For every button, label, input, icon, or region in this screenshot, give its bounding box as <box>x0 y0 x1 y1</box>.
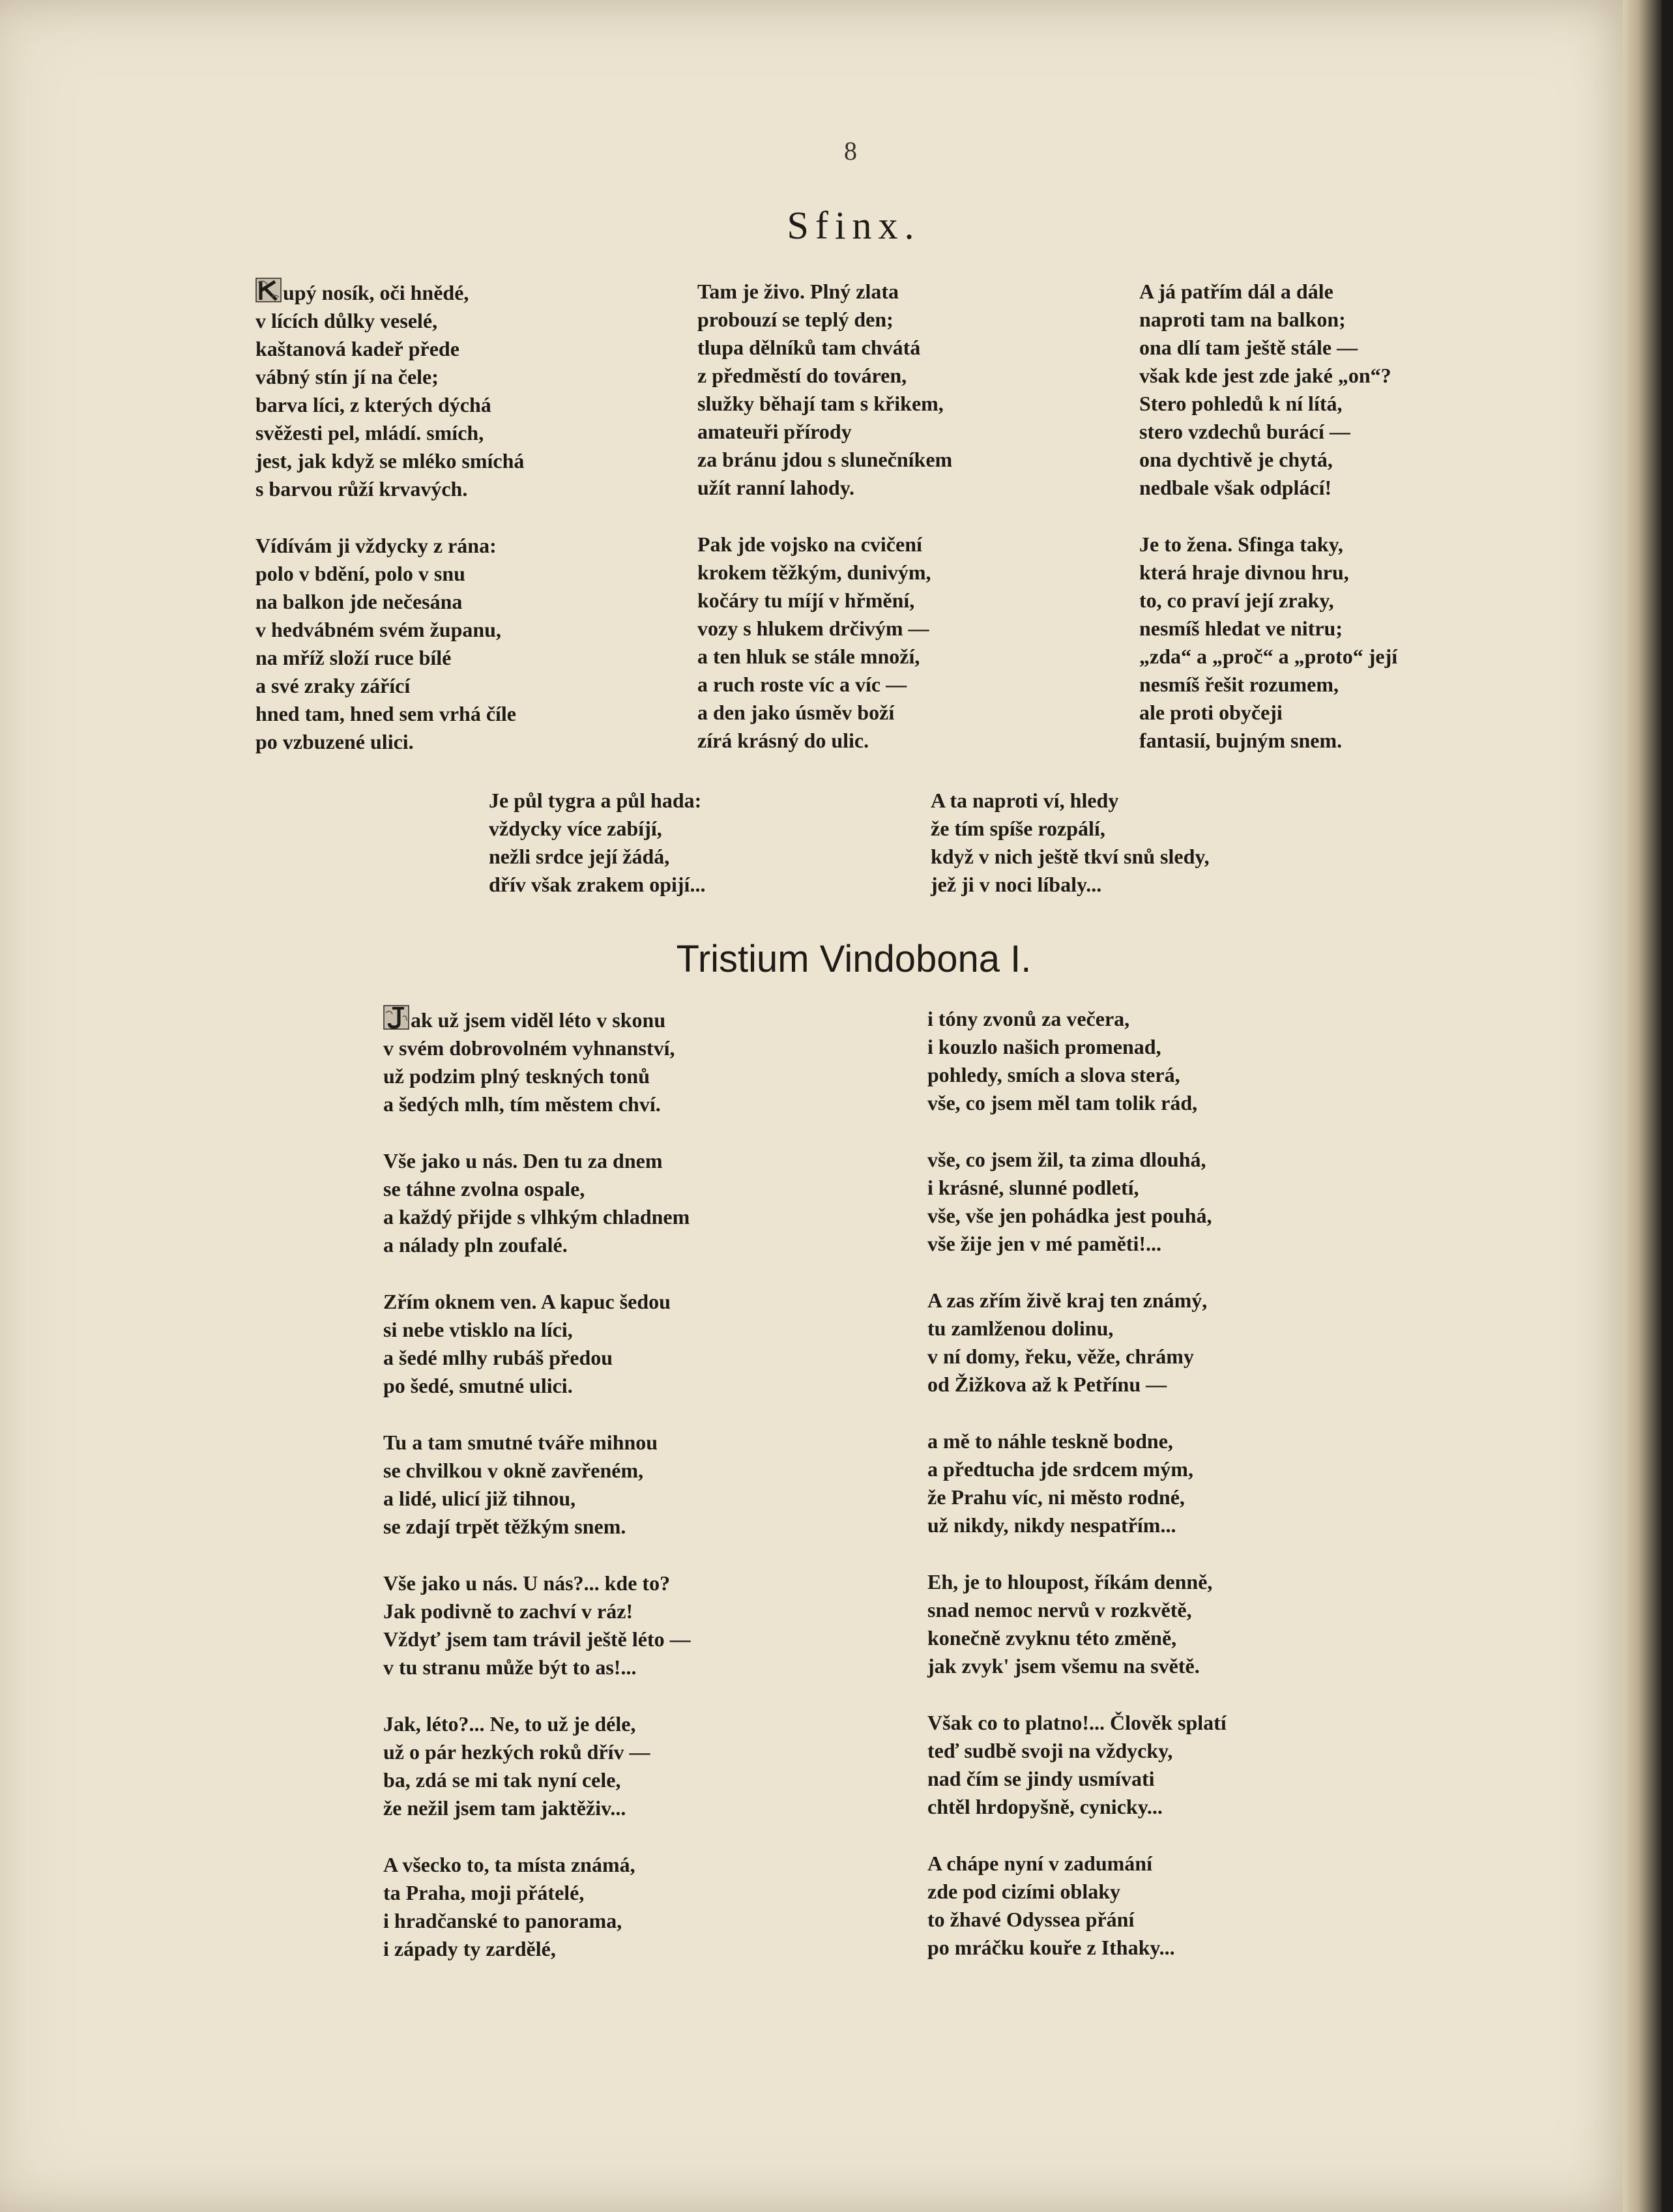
stanza <box>383 1429 691 1541</box>
stanza <box>255 278 524 503</box>
stanza <box>383 1288 691 1400</box>
tristium-column-1 <box>383 1005 691 1992</box>
verse-line: to, co praví její zraky, <box>1139 589 1334 612</box>
verse-line: Eh, je to hloupost, říkám denně, <box>927 1570 1213 1594</box>
verse-line: Tam je živo. Plný zlata <box>697 280 899 303</box>
verse-line: ona dlí tam ještě stále — <box>1139 336 1358 359</box>
verse-line: zírá krásný do ulic. <box>697 729 869 752</box>
verse-line: s barvou růží krvavých. <box>255 477 468 501</box>
verse-line: když v nich ještě tkví snů sledy, <box>931 845 1210 868</box>
verse-line: vše, vše jen pohádka jest pouhá, <box>927 1204 1212 1227</box>
stanza <box>931 787 1210 899</box>
verse-line: Je to žena. Sfinga taky, <box>1139 532 1343 556</box>
stanza <box>383 1147 691 1259</box>
poem-title-tristium: Tristium Vindobona I. <box>676 938 1032 980</box>
verse-line: v tu stranu může být to as!... <box>383 1655 637 1679</box>
verse-line: Vše jako u nás. Den tu za dnem <box>383 1149 663 1172</box>
verse-line: a ten hluk se stále množí, <box>697 645 920 668</box>
verse-line: se táhne zvolna ospale, <box>383 1177 585 1201</box>
verse-line: nad čím se jindy usmívati <box>927 1767 1155 1790</box>
verse-line: vše žije jen v mé paměti!... <box>927 1232 1161 1255</box>
drop-cap-j-icon <box>383 1005 409 1030</box>
stanza <box>927 1709 1227 1821</box>
verse-line: a den jako úsměv boží <box>697 701 895 724</box>
verse-line: i západy ty zardělé, <box>383 1937 556 1960</box>
verse-line: krokem těžkým, dunivým, <box>697 560 931 584</box>
stanza <box>255 532 524 756</box>
verse-line: fantasií, bujným snem. <box>1139 729 1343 752</box>
verse-line: už nikdy, nikdy nespatřím... <box>927 1513 1176 1537</box>
verse-line: ba, zdá se mi tak nyní cele, <box>383 1768 621 1792</box>
verse-line: že tím spíše rozpálí, <box>931 817 1105 840</box>
verse-line: Jak, léto?... Ne, to už je déle, <box>383 1712 636 1736</box>
stanza <box>383 1005 691 1118</box>
verse-line: však kde jest zde jaké „on“? <box>1139 364 1391 387</box>
verse-line: už o pár hezkých roků dřív — <box>383 1740 650 1764</box>
verse-line: jest, jak když se mléko smíchá <box>255 449 525 473</box>
verse-line: vozy s hlukem drčivým — <box>697 617 929 640</box>
stanza <box>1139 278 1397 502</box>
verse-line: „zda“ a „proč“ a „proto“ její <box>1139 645 1398 668</box>
verse-line: v svém dobrovolném vyhnanství, <box>383 1036 675 1060</box>
stanza <box>383 1851 691 1963</box>
verse-line: A já patřím dál a dále <box>1139 280 1333 303</box>
verse-line: Však co to platno!... Člověk splatí <box>927 1711 1227 1734</box>
verse-line: od Žižkova až k Petřínu — <box>927 1373 1167 1396</box>
verse-line: naproti tam na balkon; <box>1139 308 1346 331</box>
verse-line: A všecko to, ta místa známá, <box>383 1853 635 1876</box>
verse-line: vždycky více zabíjí, <box>489 817 662 840</box>
verse-line: konečně zvyknu této změně, <box>927 1626 1177 1650</box>
verse-line: ta Praha, moji přátelé, <box>383 1881 585 1904</box>
verse-line: vábný stín jí na čele; <box>255 365 439 388</box>
verse-line: nežli srdce její žádá, <box>489 845 670 868</box>
verse-line: v hedvábném svém županu, <box>255 618 501 641</box>
poem-title-sfinx: Sfinx. <box>787 204 921 247</box>
verse-line: po vzbuzené ulici. <box>255 730 414 753</box>
verse-line: si nebe vtisklo na líci, <box>383 1318 573 1341</box>
verse-line: Tu a tam smutné tváře mihnou <box>383 1431 658 1454</box>
verse-line: a lidé, ulicí již tihnou, <box>383 1487 576 1510</box>
verse-line: Vše jako u nás. U nás?... kde to? <box>383 1571 671 1595</box>
verse-line: ona dychtivě je chytá, <box>1139 448 1333 471</box>
verse-line: se zdají trpět těžkým snem. <box>383 1515 626 1538</box>
stanza <box>383 1569 691 1681</box>
verse-line: barva líci, z kterých dýchá <box>255 393 491 416</box>
verse-line: z předměstí do továren, <box>697 364 907 387</box>
verse-line: užít ranní lahody. <box>697 476 854 499</box>
page-edge-shadow <box>1623 0 1662 2212</box>
verse-line: a mě to náhle teskně bodne, <box>927 1429 1173 1453</box>
verse-line: polo v bdění, polo v snu <box>255 562 465 585</box>
verse-line: za bránu jdou s slunečníkem <box>697 448 953 471</box>
verse-line: i kouzlo našich promenad, <box>927 1035 1161 1058</box>
verse-line: upý nosík, oči hnědé, <box>255 278 524 307</box>
verse-line: i hradčanské to panorama, <box>383 1909 622 1932</box>
verse-line: nesmíš hledat ve nitru; <box>1139 617 1343 640</box>
verse-line: služky běhají tam s křikem, <box>697 392 944 415</box>
verse-line: ak už jsem viděl léto v skonu <box>383 1005 691 1034</box>
stanza <box>927 1146 1227 1258</box>
verse-line: A ta naproti ví, hledy <box>931 789 1119 812</box>
verse-line: i tóny zvonů za večera, <box>927 1007 1130 1030</box>
verse-line: vše, co jsem žil, ta zima dlouhá, <box>927 1148 1206 1171</box>
verse-line: v lících důlky veselé, <box>255 309 438 332</box>
verse-line: stero vzdechů burácí — <box>1139 420 1350 443</box>
stanza <box>1139 531 1397 755</box>
verse-line: pohledy, smích a slova sterá, <box>927 1063 1180 1086</box>
verse-line: amateuři přírody <box>697 420 852 443</box>
verse-line: to žhavé Odyssea přání <box>927 1908 1135 1931</box>
stanza <box>383 1710 691 1822</box>
stanza <box>697 278 952 502</box>
stanza <box>697 531 952 755</box>
verse-line: a ruch roste víc a víc — <box>697 673 907 696</box>
verse-line: Stero pohledů k ní lítá, <box>1139 392 1343 415</box>
tristium-column-2 <box>927 1005 1227 1990</box>
verse-line: A chápe nyní v zadumání <box>927 1852 1152 1875</box>
stanza <box>927 1005 1227 1117</box>
verse-line: zde pod cizími oblaky <box>927 1880 1121 1903</box>
sfinx-column-2 <box>697 278 952 783</box>
verse-line: a šedých mlh, tím městem chví. <box>383 1092 661 1116</box>
stanza <box>927 1568 1227 1680</box>
stanza <box>927 1427 1227 1539</box>
verse-line: Je půl tygra a půl hada: <box>489 789 702 812</box>
sfinx-column-3 <box>1139 278 1397 783</box>
page-number: 8 <box>844 136 857 166</box>
verse-line: na mříž složí ruce bílé <box>255 646 452 669</box>
verse-line: jak zvyk' jsem všemu na světě. <box>927 1654 1200 1678</box>
verse-line: a nálady pln zoufalé. <box>383 1233 568 1257</box>
verse-line: kočáry tu míjí v hřmění, <box>697 589 915 612</box>
verse-line: hned tam, hned sem vrhá číle <box>255 702 516 725</box>
verse-line: vše, co jsem měl tam tolik rád, <box>927 1091 1198 1114</box>
verse-line: Vídívám ji vždycky z rána: <box>255 534 497 557</box>
verse-line: která hraje divnou hru, <box>1139 560 1349 584</box>
verse-line: dřív však zrakem opijí... <box>489 873 706 896</box>
verse-line: po šedé, smutné ulici. <box>383 1374 573 1397</box>
verse-line: tu zamlženou dolinu, <box>927 1317 1114 1340</box>
stanza <box>927 1287 1227 1399</box>
verse-line: po mráčku kouře z Ithaky... <box>927 1936 1175 1959</box>
verse-line: snad nemoc nervů v rozkvětě, <box>927 1598 1192 1622</box>
verse-line: na balkon jde nečesána <box>255 590 463 613</box>
verse-line: teď sudbě svoji na vždycky, <box>927 1739 1173 1762</box>
verse-line: že Prahu víc, ni město rodné, <box>927 1485 1185 1509</box>
verse-line: se chvilkou v okně zavřeném, <box>383 1459 644 1482</box>
verse-line: tlupa dělníků tam chvátá <box>697 336 921 359</box>
verse-line: kaštanová kadeř přede <box>255 337 459 360</box>
verse-line: nesmíš řešit rozumem, <box>1139 673 1339 696</box>
sfinx-column-1 <box>255 278 524 785</box>
verse-line: nedbale však odplácí! <box>1139 476 1332 499</box>
verse-line: svěžesti pel, mládí. smích, <box>255 421 484 444</box>
verse-line: probouzí se teplý den; <box>697 308 894 331</box>
verse-line: Zřím oknem ven. A kapuc šedou <box>383 1290 671 1313</box>
verse-line: a předtucha jde srdcem mým, <box>927 1457 1193 1481</box>
verse-line: i krásné, slunné podletí, <box>927 1176 1139 1199</box>
verse-line: ale proti obyčeji <box>1139 701 1283 724</box>
verse-line: Vždyť jsem tam trávil ještě léto — <box>383 1627 691 1651</box>
verse-line: jež ji v noci líbaly... <box>931 873 1102 896</box>
sfinx-column-4 <box>489 787 705 927</box>
sfinx-column-5 <box>931 787 1210 927</box>
verse-line: že nežil jsem tam jaktěživ... <box>383 1796 626 1820</box>
verse-line: Jak podivně to zachví v ráz! <box>383 1599 633 1623</box>
verse-line: A zas zřím živě kraj ten známý, <box>927 1288 1208 1312</box>
stanza <box>927 1850 1227 1962</box>
verse-line: a každý přijde s vlhkým chladnem <box>383 1205 690 1229</box>
verse-line: chtěl hrdopyšně, cynicky... <box>927 1795 1163 1818</box>
verse-line: a své zraky zářící <box>255 674 411 697</box>
drop-cap-k-icon <box>255 278 282 302</box>
verse-line: a šedé mlhy rubáš předou <box>383 1346 613 1369</box>
verse-line: v ní domy, řeku, věže, chrámy <box>927 1345 1194 1368</box>
stanza <box>489 787 705 899</box>
verse-line: už podzim plný teskných tonů <box>383 1064 650 1088</box>
verse-line: Pak jde vojsko na cvičení <box>697 532 922 556</box>
